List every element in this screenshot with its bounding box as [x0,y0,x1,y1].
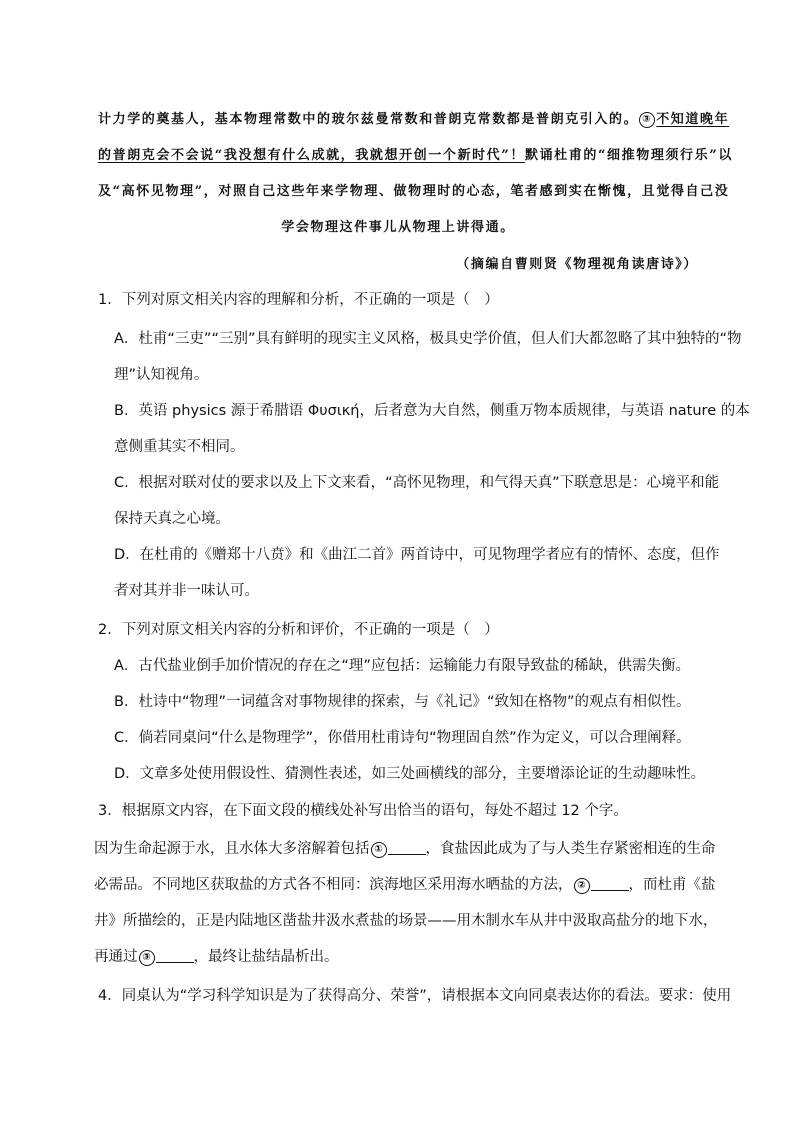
fill-blank-3[interactable] [156,948,194,963]
blank-marker-1-icon: ① [371,842,387,858]
q1-option-b: B．英语 physics 源于希腊语 Φυσική，后者意为大自然，侧重万物本质规律，与英语 nature 的本 [114,403,750,419]
blank-marker-2-icon: ② [574,878,590,894]
passage-text: 默诵杜甫的“细推物理须行乐”以 [524,148,733,163]
q3-line-2: 必需品。不同地区获取盐的方式各不相同：滨海地区采用海水晒盐的方法， ② ，而杜甫《盐 [94,877,716,893]
q1-option-c: C．根据对联对仗的要求以及上下文来看，“高怀见物理，和气得天真”下联意思是：心境平和能 [114,475,720,491]
underlined-sentence-3-cont: 的普朗克会不会说“我没想有什么成就，我就想开创一个新时代”！ [98,148,525,163]
passage-source: （摘编自曹则贤《物理视角读唐诗》） [456,257,698,272]
q3-line-3: 井》所描绘的，正是内陆地区凿盐井汲水煮盐的场景——用木制水车从井中汲取高盐分的地下水， [94,913,718,929]
q1-option-d: D．在杜甫的《赠郑十八贲》和《曲江二首》两首诗中，可见物理学者应有的情怀、态度，但作 [114,547,720,563]
q2-stem: 2．下列对原文相关内容的分析和评价，不正确的一项是（ ） [98,622,499,638]
q2-option-b: B．杜诗中“物理”一词蕴含对事物规律的探索，与《礼记》“致知在格物”的观点有相似性。 [114,694,691,710]
q1-option-a: A．杜甫“三吏”“三别”具有鲜明的现实主义风格，极具史学价值，但人们大都忽略了其中独特的“物 [114,331,742,347]
q3-line-1: 因为生命起源于水，且水体大多溶解着包括 ① ，食盐因此成为了与人类生存紧密相连的生命 [94,841,716,857]
q1-option-b-cont: 意侧重其实不相同。 [114,439,245,455]
passage-line-4 [98,216,698,240]
passage-text: 计力学的奠基人，基本物理常数中的玻尔兹曼常数和普朗克常数都是普朗克引入的。 [98,112,639,127]
blank-marker-3-icon: ③ [139,950,155,966]
underlined-sentence-3: 不知道晚年 [656,112,730,127]
q2-option-d: D．文章多处使用假设性、猜测性表述，如三处画横线的部分，主要增添论证的生动趣味性。 [114,766,706,782]
fill-blank-1[interactable] [388,840,426,855]
passage-line-1 [98,108,730,132]
q1-stem: 1．下列对原文相关内容的理解和分析，不正确的一项是（ ） [98,292,499,308]
q2-option-a: A．古代盐业倒手加价情况的存在之“理”应包括：运输能力有限导致盐的稀缺，供需失衡。 [114,658,690,674]
marker-3-icon: ③ [639,112,655,128]
passage-line-2 [98,144,733,168]
passage-text: 学会物理这件事儿从物理上讲得通。 [281,220,515,235]
q3-stem: 3．根据原文内容，在下面文段的横线处补写出恰当的语句，每处不超过 12 个字。 [98,803,628,819]
q4-stem: 4．同桌认为“学习科学知识是为了获得高分、荣誉”，请根据本文向同桌表达你的看法。要求：使用 [98,988,732,1004]
fill-blank-2[interactable] [591,876,629,891]
q2-option-c: C．倘若同桌问“什么是物理学”，你借用杜甫诗句“物理固自然”作为定义，可以合理阐释。 [114,730,691,746]
passage-line-3 [98,180,730,204]
passage-text: 及“高怀见物理”，对照自己这些年来学物理、做物理时的心态，笔者感到实在惭愧，且觉得自己没 [98,184,730,199]
q1-option-a-cont: 理”认知视角。 [114,367,209,383]
q1-option-c-cont: 保持天真之心境。 [114,511,230,527]
q1-option-d-cont: 者对其并非一味认可。 [114,583,259,599]
q3-line-4: 再通过 ③ ，最终让盐结晶析出。 [94,949,339,965]
